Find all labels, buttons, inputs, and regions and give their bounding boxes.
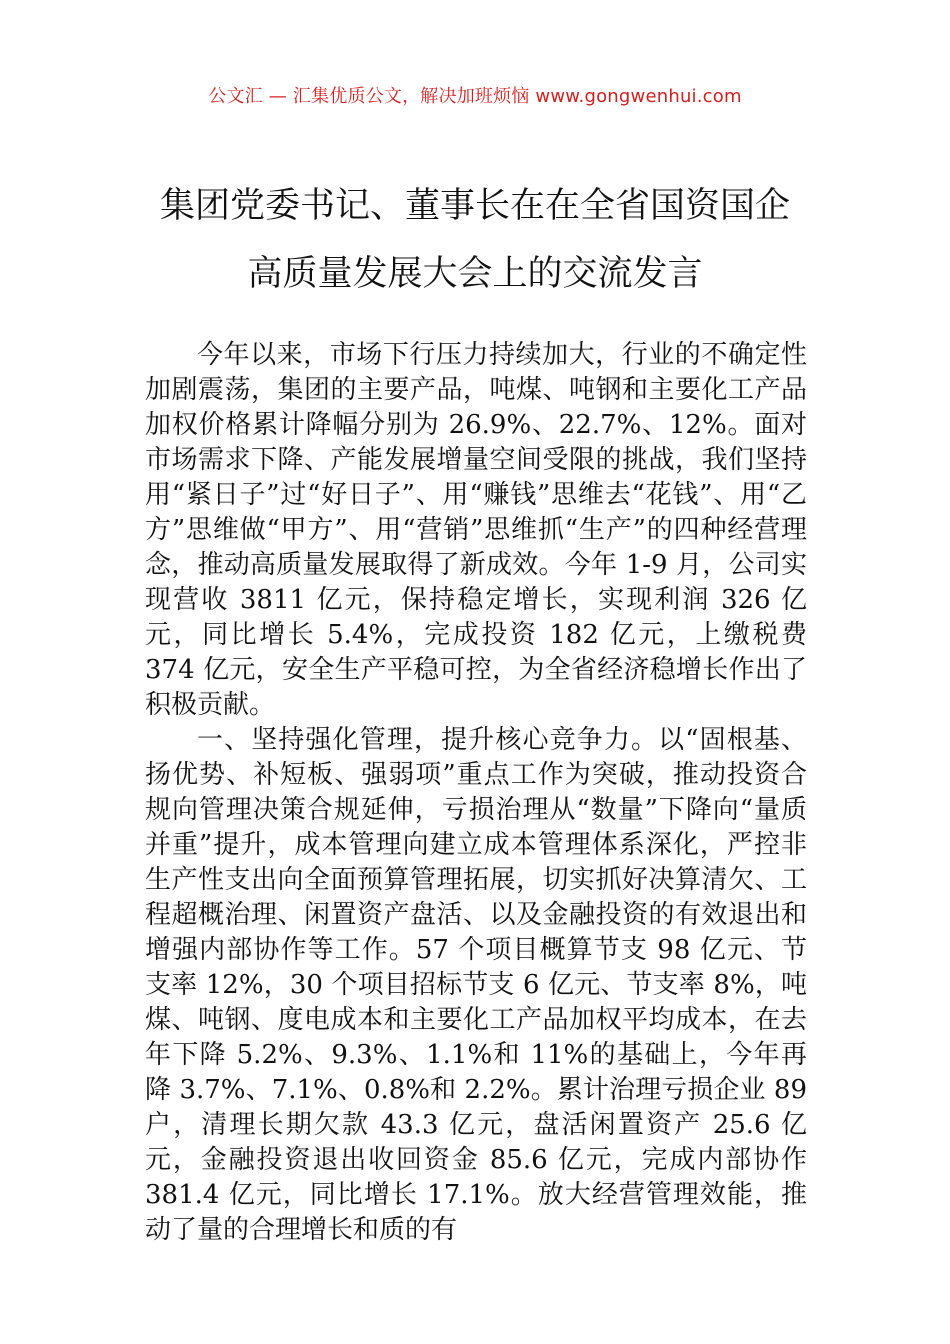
paragraph-intro: 今年以来，市场下行压力持续加大，行业的不确定性加剧震荡，集团的主要产品，吨煤、吨钢和主要化工产品加权价格累计降幅分别为 26.9%、22.7%、12%。面对市场需求下降、产能发展增量空间受限的挑战，我们坚持用“紧日子”过“好日子”、用“赚钱”思维去“花钱”、用“乙方”思维做“甲方”、用“营销”思维抓“生产”的四种经营理念，推动高质量发展取得了新成效。今年 1-9 月，公司实现营收 3811 亿元，保持稳定增长，实现利润 326 亿元，同比增长 5.4%，完成投资 182 亿元，上缴税费 374 亿元，安全生产平稳可控，为全省经济稳增长作出了积极贡献。: [145, 340, 807, 720]
header-banner: 公文汇 — 汇集优质公文，解决加班烦恼 www.gongwenhui.com: [208, 86, 742, 107]
title-line-2: 高质量发展大会上的交流发言: [247, 254, 703, 294]
paragraph-section-1: 一、坚持强化管理，提升核心竞争力。以“固根基、扬优势、补短板、强弱项”重点工作为突破，推动投资合规向管理决策合规延伸，亏损治理从“数量”下降向“量质并重”提升，成本管理向建立成本管理体系深化，严控非生产性支出向全面预算管理拓展，切实抓好决算清欠、工程超概治理、闲置资产盘活、以及金融投资的有效退出和增强内部协作等工作。57 个项目概算节支 98 亿元、节支率 12%，30 个项目招标节支 6 亿元、节支率 8%，吨煤、吨钢、度电成本和主要化工产品加权平均成本，在去年下降 5.2%、9.3%、1.1%和 11%的基础上，今年再降 3.7%、7.1%、0.8%和 2.2%。累计治理亏损企业 89 户，清理长期欠款 43.3 亿元，盘活闲置资产 25.6 亿元，金融投资退出收回资金 85.6 亿元，完成内部协作 381.4 亿元，同比增长 17.1%。放大经营管理效能，推动了量的合理增长和质的有: [145, 725, 807, 1245]
title-line-1: 集团党委书记、董事长在在全省国资国企: [159, 186, 790, 226]
document-body: [145, 338, 807, 1248]
document-title: [100, 172, 850, 308]
